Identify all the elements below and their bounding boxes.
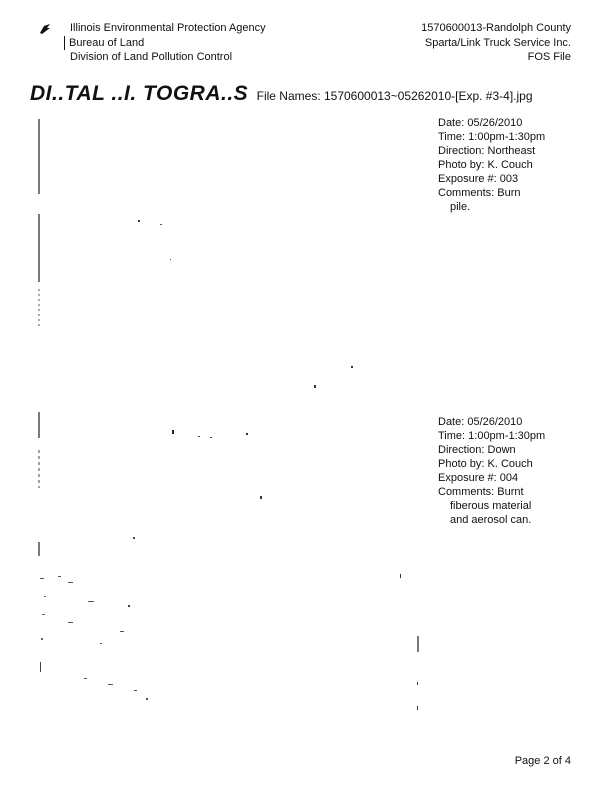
photo-1-image [38,114,422,396]
photo-2-image [38,410,422,712]
photo-2-exposure: Exposure #: 004 [438,472,519,484]
agency-division: Division of Land Pollution Control [70,51,233,63]
title-row [30,82,533,106]
photo-1-comments: Comments: Burn [438,187,521,199]
photo-2-details [438,415,545,527]
photo-1-time: Time: 1:00pm-1:30pm [438,131,546,143]
photo-2-comments: Comments: Burnt [438,486,524,498]
photo-exposure-004 [38,410,422,712]
photo-2-comments-continued-2: and aerosol can. [450,514,532,526]
file-names: File Names: 1570600013~05262010-[Exp. #3-4].jpg [256,89,533,103]
site-info-block [421,21,571,65]
photo-exposure-003 [38,114,422,396]
photo-2-time: Time: 1:00pm-1:30pm [438,430,546,442]
photo-2-direction: Direction: Down [438,444,516,456]
photo-1-photographer: Photo by: K. Couch [438,159,533,171]
file-type: FOS File [527,51,571,63]
agency-bureau: Bureau of Land [64,36,266,51]
photo-2-date: Date: 05/26/2010 [438,416,523,428]
page-title: DI..TAL ..I. TOGRA..S [30,82,249,105]
photo-1-exposure: Exposure #: 003 [438,173,519,185]
page-number: Page 2 of 4 [514,755,571,767]
agency-name: Illinois Environmental Protection Agency [70,22,266,34]
photo-2-comments-continued: fiberous material [450,500,532,512]
photo-1-comments-continued: pile. [450,201,471,213]
agency-block [70,21,266,65]
photo-1-date: Date: 05/26/2010 [438,117,523,129]
illinois-epa-logo-icon [38,22,52,36]
photo-1-details [438,116,545,214]
photo-2-photographer: Photo by: K. Couch [438,458,533,470]
photo-1-direction: Direction: Northeast [438,145,536,157]
site-id-county: 1570600013-Randolph County [421,22,571,34]
site-name: Sparta/Link Truck Service Inc. [424,36,571,49]
